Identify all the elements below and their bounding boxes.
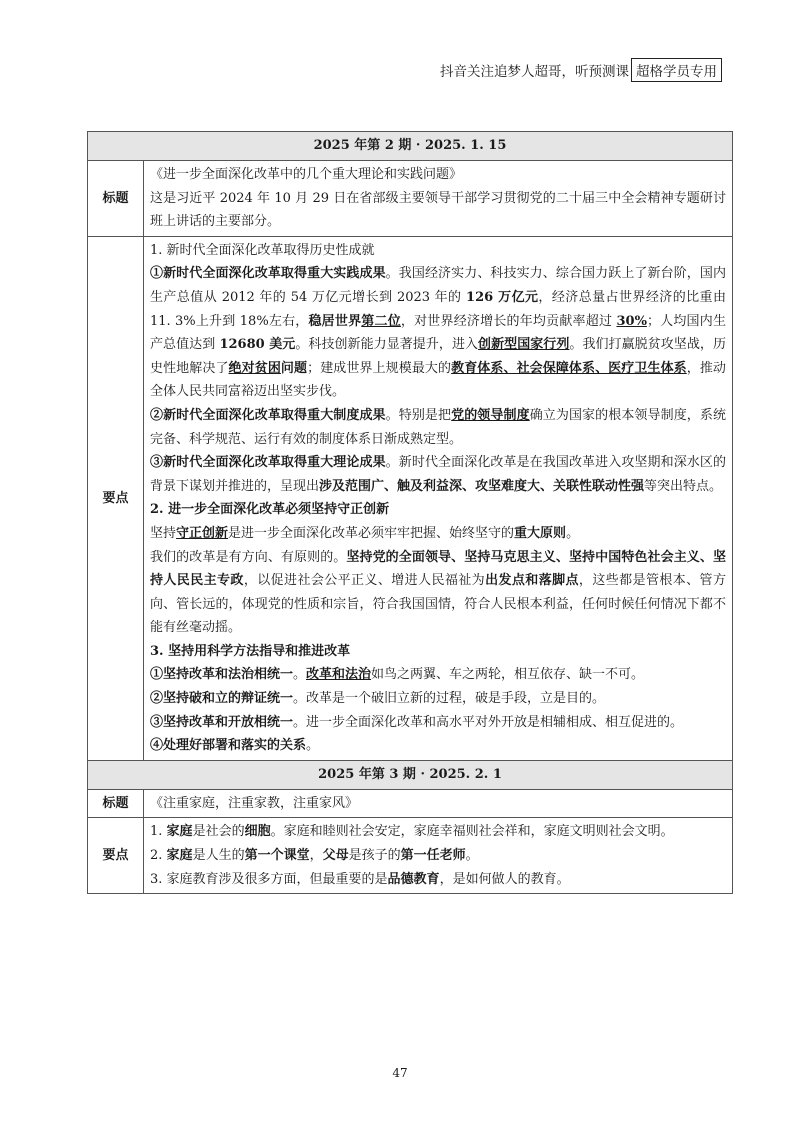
points-row [88,818,733,894]
issue-band: 2025 年第 2 期 · 2025. 1. 15 [88,132,733,161]
point-paragraph: ②坚持破和立的辩证统一。改革是一个破旧立新的过程，破是手段，立是目的。 [150,691,606,707]
point-paragraph: ③坚持改革和开放相统一。进一步全面深化改革和高水平对外开放是相辅相成、相互促进的。 [150,714,684,730]
section-heading: 3. 坚持用科学方法指导和推进改革 [150,643,351,659]
points-label: 要点 [88,818,144,894]
title-text: 《进一步全面深化改革中的几个重大理论和实践问题》 [150,167,463,182]
title-text: 《注重家庭，注重家教，注重家风》 [144,789,733,818]
point-paragraph: ①新时代全面深化改革取得重大实践成果。我国经济实力、科技实力、综合国力跃上了新台阶，国内生产总值从 2012 年的 54 万亿元增长到 2023 年的 126 万亿元，经济总量占世界经济的比重由 11. 3%上升到 18%左右，稳居世界第二位，对世界经济增长的年均贡献率超过 30%；人均国内生产总值达到 12680 美元。科技创新能力显著提升，进入创新型国家行列。我们打赢脱贫攻坚战，历史性地解决了绝对贫困问题；建成世界上规模最大的教育体系、社会保障体系、医疗卫生体系，推动全体人民共同富裕迈出坚实步伐。 [150,266,726,400]
page-header [440,58,722,82]
points-content [144,818,733,894]
issue-band-row [88,760,733,789]
title-description: 这是习近平 2024 年 10 月 29 日在省部级主要领导干部学习贯彻党的二十届三中全会精神专题研讨班上讲话的主要部分。 [150,190,726,230]
section-heading: 1. 新时代全面深化改革取得历史性成就 [150,242,375,258]
point-paragraph: ④处理好部署和落实的关系。 [150,738,320,754]
issue-band-row [88,132,733,161]
point-paragraph: 3. 家庭教育涉及很多方面，但最重要的是品德教育，是如何做人的教育。 [150,871,570,887]
point-paragraph: 坚持守正创新是进一步全面深化改革必须牢牢把握、始终坚守的重大原则。 [150,525,580,541]
points-label: 要点 [88,236,144,760]
header-boxed-label: 超格学员专用 [631,58,722,82]
point-paragraph: ③新时代全面深化改革取得重大理论成果。新时代全面深化改革是在我国改革进入攻坚期和深水区的背景下谋划并推进的，呈现出涉及范围广、触及利益深、攻坚难度大、关联性联动性强等突出特点。 [150,455,726,494]
point-paragraph: 2. 家庭是人生的第一个课堂，父母是孩子的第一任老师。 [150,848,479,864]
point-paragraph: ①坚持改革和法治相统一。改革和法治如鸟之两翼、车之两轮，相互依存、缺一不可。 [150,667,645,683]
title-content [144,161,733,237]
title-row [88,161,733,237]
point-paragraph: 我们的改革是有方向、有原则的。坚持党的全面领导、坚持马克思主义、坚持中国特色社会主义、坚持人民民主专政，以促进社会公平正义、增进人民福祉为出发点和落脚点，这些都是管根本、管方向、管长远的，体现党的性质和宗旨，符合我国国情，符合人民根本利益，任何时候任何情况下都不能有丝毫动摇。 [150,549,726,636]
point-paragraph: ②新时代全面深化改革取得重大制度成果。特别是把党的领导制度确立为国家的根本领导制度，系统完备、科学规范、运行有效的制度体系日渐成熟定型。 [150,407,726,447]
page-number: 47 [392,1066,408,1080]
title-label: 标题 [88,789,144,818]
points-row [88,236,733,760]
title-label: 标题 [88,161,144,237]
summary-table [87,131,733,894]
section-heading: 2. 进一步全面深化改革必须坚持守正创新 [150,502,390,518]
points-content [144,236,733,760]
point-paragraph: 1. 家庭是社会的细胞。家庭和睦则社会安定，家庭幸福则社会祥和，家庭文明则社会文明。 [150,824,674,840]
issue-band: 2025 年第 3 期 · 2025. 2. 1 [88,760,733,789]
title-row [88,789,733,818]
header-text: 抖音关注追梦人超哥，听预测课 [440,64,629,80]
